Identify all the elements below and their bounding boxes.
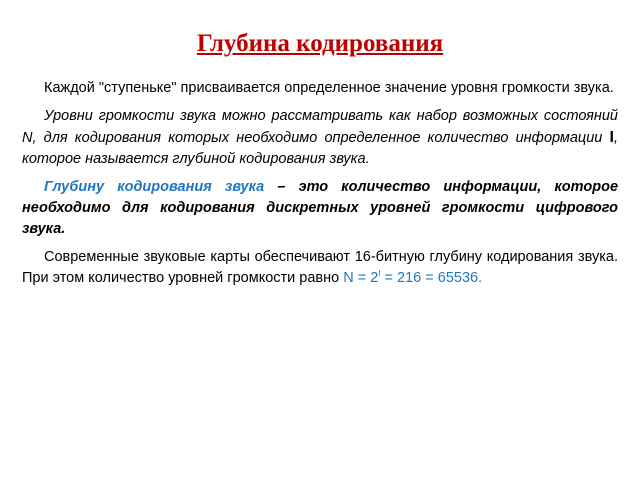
soundcards-text: Современные звуковые карты обеспечивают 16-битную глубину кодирования звука. При этом количество уровней громкости равно — [22, 249, 618, 286]
paragraph-levels-end: , которое называется глубиной кодирования звука. — [22, 130, 619, 167]
paragraph-levels-text: Уровни громкости звука можно рассматривать как набор возможных состояний N, для кодирования которых необходимо определенное количество информации — [22, 108, 618, 146]
definition-text: – это количество информации, которое необходимо для кодирования дискретных уровней громкости цифрового звука. — [22, 179, 619, 237]
paragraph-steps: Каждой "ступеньке" присваивается определенное значение уровня громкости звука. — [44, 80, 614, 96]
slide-title: Глубина кодирования — [196, 30, 444, 57]
paragraph-soundcards — [22, 247, 618, 289]
formula — [343, 270, 482, 286]
formula-end: = 216 = 65536. — [380, 270, 483, 286]
paragraph-levels — [22, 106, 618, 170]
formula-start: N = 2 — [343, 270, 379, 286]
slide-body — [22, 78, 618, 296]
information-variable: I — [609, 129, 614, 146]
paragraph-definition — [22, 177, 618, 240]
formula-exponent: I — [378, 269, 381, 279]
definition-term: Глубину кодирования звука — [44, 179, 265, 195]
